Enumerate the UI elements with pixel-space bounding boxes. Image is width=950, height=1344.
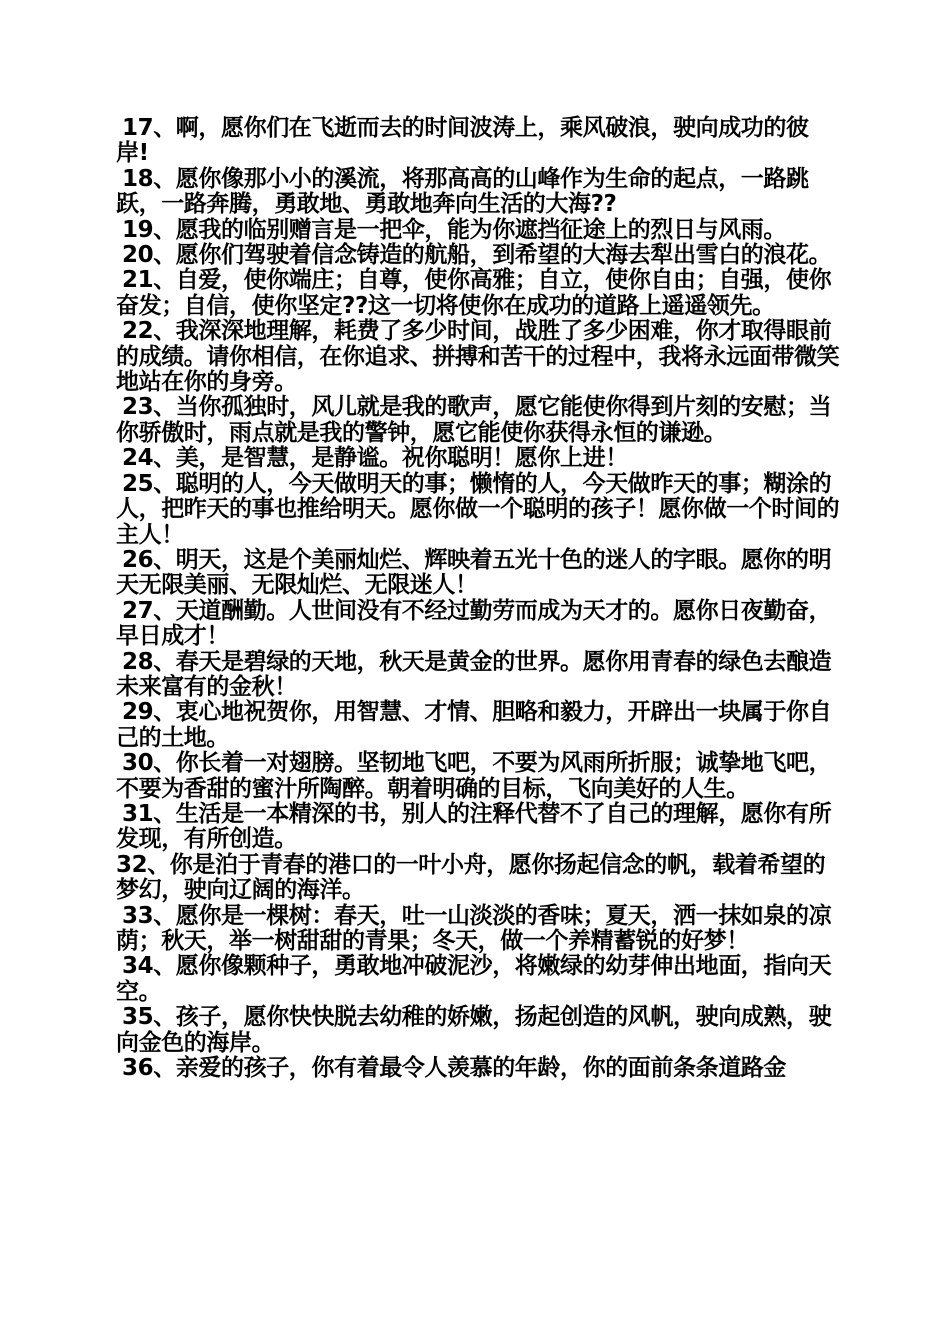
entry-35: 35、孩子，愿你快快脱去幼稚的娇嫩，扬起创造的风帆，驶向成熟，驶向金色的海岸。 — [116, 1004, 832, 1056]
entry-23: 23、当你孤独时，风儿就是我的歌声，愿它能使你得到片刻的安慰；当你骄傲时，雨点就是我的警钟，愿它能使你获得永恒的谦逊。 — [116, 394, 832, 446]
entry-27: 27、天道酬勤。人世间没有不经过勤劳而成为天才的。愿你日夜勤奋，早日成才！ — [116, 597, 832, 650]
entry-25: 25、聪明的人，今天做明天的事；懒惰的人，今天做昨天的事；糊涂的人，把昨天的事也推给明天。愿你做一个聪明的孩子！愿你做一个时间的主人！ — [116, 470, 840, 548]
entry-31: 31、生活是一本精深的书，别人的注释代替不了自己的理解，愿你有所发现，有所创造。 — [116, 800, 832, 853]
entry-34: 34、愿你像颗种子，勇敢地冲破泥沙，将嫩绿的幼芽伸出地面，指向天空。 — [116, 953, 832, 1005]
entry-22: 22、我深深地理解，耗费了多少时间，战胜了多少困难，你才取得眼前的成绩。请你相信，在你追求、拼搏和苦干的过程中，我将永远面带微笑地站在你的身旁。 — [116, 318, 840, 396]
entry-33: 33、愿你是一棵树：春天，吐一山淡淡的香味；夏天，洒一抹如泉的凉荫；秋天，举一树甜甜的青果；冬天，做一个养精蓄锐的好梦！ — [116, 902, 832, 954]
entry-21: 21、自爱，使你端庄；自尊，使你高雅；自立，使你自由；自强，使你奋发；自信，使你坚定??这一切将使你在成功的道路上遥遥领先。 — [116, 267, 832, 319]
entry-29: 29、衷心地祝贺你，用智慧、才情、胆略和毅力，开辟出一块属于你自己的土地。 — [116, 699, 832, 751]
entry-36: 36、亲爱的孩子，你有着最令人羡慕的年龄，你的面前条条道路金 — [122, 1055, 787, 1082]
entry-18: 18、愿你像那小小的溪流，将那高高的山峰作为生命的起点，一路跳跃，一路奔腾，勇敢地、勇敢地奔向生活的大海?? — [116, 165, 809, 218]
document-body — [116, 116, 840, 1081]
entry-17: 17、啊，愿你们在飞逝而去的时间波涛上，乘风破浪，驶向成功的彼岸! — [116, 115, 809, 167]
entry-32: 32、你是泊于青春的港口的一叶小舟，愿你扬起信念的帆，载着希望的梦幻，驶向辽阔的海洋。 — [116, 851, 826, 904]
entry-26: 26、明天，这是个美丽灿烂、辉映着五光十色的迷人的字眼。愿你的明天无限美丽、无限灿烂、无限迷人！ — [116, 546, 832, 599]
entry-30: 30、你长着一对翅膀。坚韧地飞吧，不要为风雨所折服；诚挚地飞吧，不要为香甜的蜜汁所陶醉。朝着明确的目标，飞向美好的人生。 — [116, 750, 832, 802]
entry-28: 28、春天是碧绿的天地，秋天是黄金的世界。愿你用青春的绿色去酿造未来富有的金秋！ — [116, 648, 832, 700]
entry-24: 24、美，是智慧，是静谧。祝你聪明！愿你上进！ — [122, 445, 628, 472]
entry-20: 20、愿你们驾驶着信念铸造的航船，到希望的大海去犁出雪白的浪花。 — [122, 242, 832, 269]
entry-19: 19、愿我的临别赠言是一把伞，能为你遮挡征途上的烈日与风雨。 — [122, 216, 787, 243]
